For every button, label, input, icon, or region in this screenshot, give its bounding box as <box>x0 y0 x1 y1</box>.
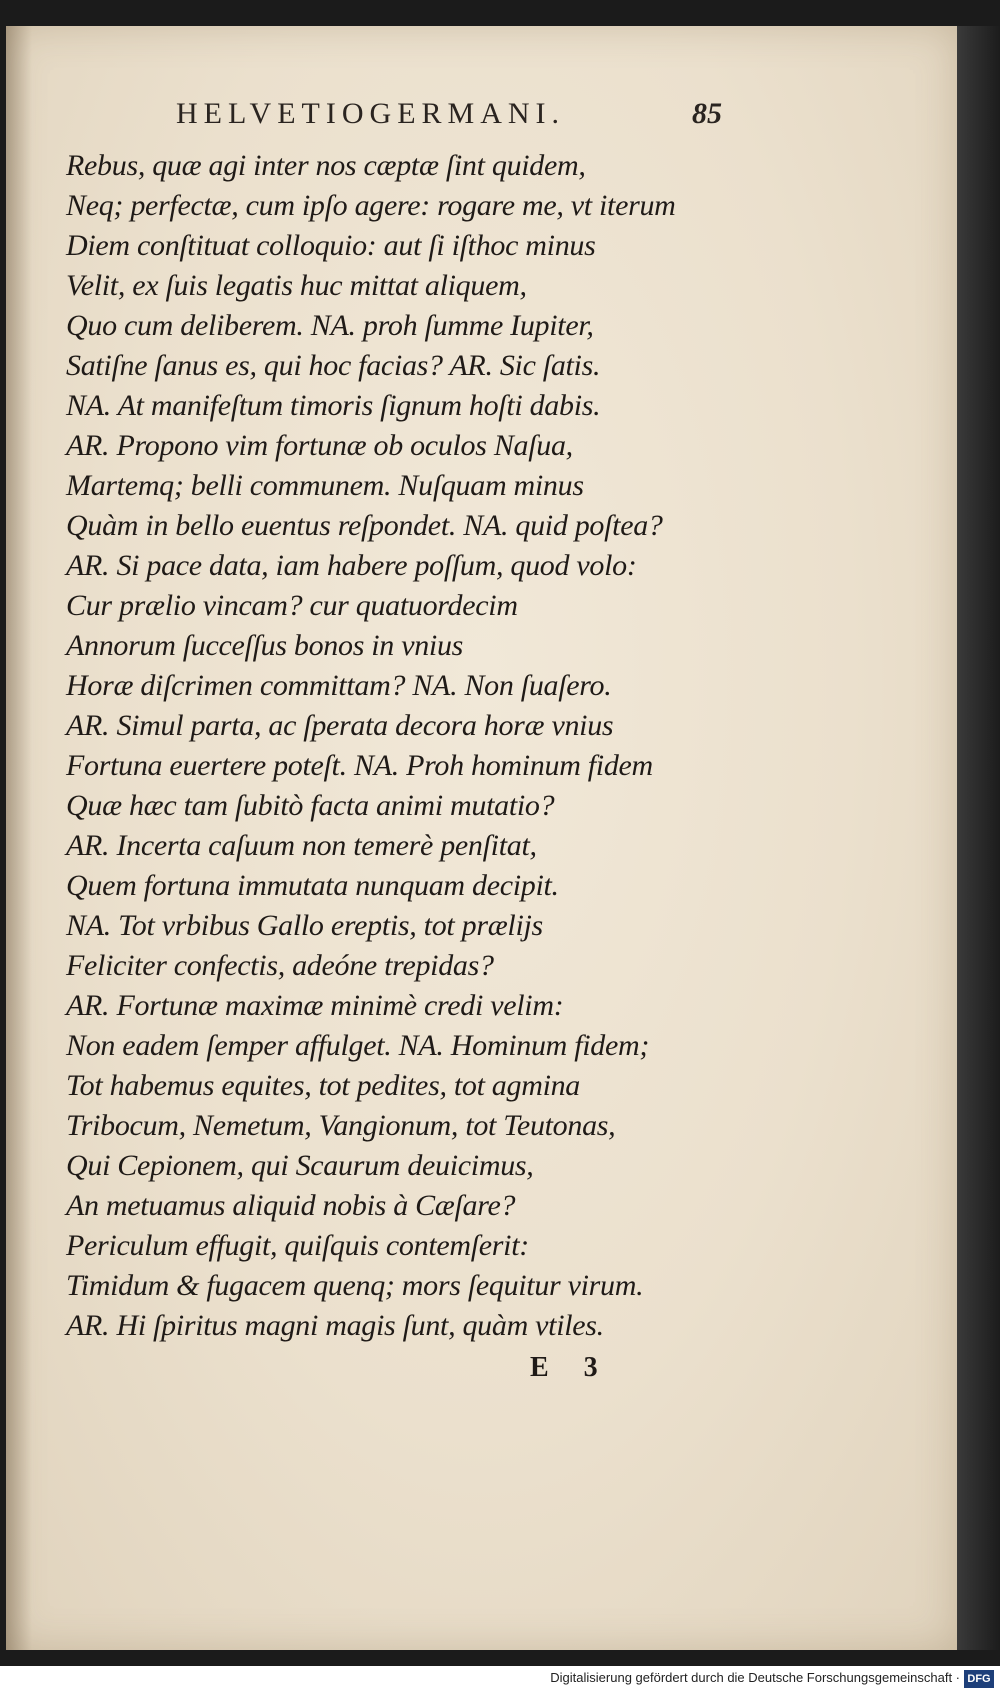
text-line: Quem fortuna immutata nunquam decipit. <box>66 869 559 902</box>
running-head: HELVETIOGERMANI. <box>176 97 566 130</box>
text-line: Diem conſtituat colloquio: aut ſi iſthoc minus <box>66 229 596 262</box>
text-line: Martemq; belli communem. Nuſquam minus <box>66 469 584 502</box>
text-line: Qui Cepionem, qui Scaurum deuicimus, <box>66 1149 534 1182</box>
text-line: Horæ diſcrimen committam? NA. Non ſuaſero. <box>66 669 612 702</box>
text-line: Non eadem ſemper affulget. NA. Hominum fidem; <box>66 1029 650 1062</box>
text-line: NA. Tot vrbibus Gallo ereptis, tot prælijs <box>66 909 543 942</box>
text-line: Feliciter confectis, adeóne trepidas? <box>66 949 494 982</box>
text-line: NA. At manifeſtum timoris ſignum hoſti dabis. <box>66 389 601 422</box>
text-line: Tribocum, Nemetum, Vangionum, tot Teutonas, <box>66 1109 616 1142</box>
text-line: An metuamus aliquid nobis à Cæſare? <box>66 1189 516 1222</box>
text-line: Quæ hæc tam ſubitò facta animi mutatio? <box>66 789 555 822</box>
text-line: Timidum & fugacem quenq; mors ſequitur virum. <box>66 1269 644 1302</box>
page-header <box>176 97 736 141</box>
text-line: Annorum ſucceſſus bonos in vnius <box>66 629 464 662</box>
dfg-logo: DFG <box>964 1670 994 1688</box>
text-block <box>66 146 746 1346</box>
spine-shadow <box>6 26 32 1650</box>
footer-bar <box>0 1666 1000 1693</box>
text-line: AR. Hi ſpiritus magni magis ſunt, quàm vtiles. <box>66 1309 604 1342</box>
text-line: AR. Si pace data, iam habere poſſum, quod volo: <box>66 549 637 582</box>
text-line: Neq; perfectæ, cum ipſo agere: rogare me, vt iterum <box>66 189 676 222</box>
text-line: AR. Simul parta, ac ſperata decora horæ vnius <box>66 709 614 742</box>
page-number: 85 <box>692 97 722 130</box>
text-line: Rebus, quæ agi inter nos cæptæ ſint quidem, <box>66 149 586 182</box>
text-line: Quo cum deliberem. NA. proh ſumme Iupiter, <box>66 309 594 342</box>
text-line: AR. Incerta caſuum non temerè penſitat, <box>66 829 537 862</box>
text-line: Periculum effugit, quiſquis contemſerit: <box>66 1229 529 1262</box>
text-line: Tot habemus equites, tot pedites, tot agmina <box>66 1069 581 1102</box>
text-line: AR. Fortunæ maximæ minimè credi velim: <box>66 989 564 1022</box>
signature-mark: E 3 <box>530 1352 612 1383</box>
text-line: Velit, ex ſuis legatis huc mittat aliquem, <box>66 269 527 302</box>
text-line: Quàm in bello euentus reſpondet. NA. quid poſtea? <box>66 509 663 542</box>
text-line: Cur prælio vincam? cur quatuordecim <box>66 589 518 622</box>
funding-credit: Digitalisierung gefördert durch die Deutsche Forschungsgemeinschaft · <box>550 1670 960 1685</box>
text-line: AR. Propono vim fortunæ ob oculos Naſua, <box>66 429 573 462</box>
book-edge <box>957 26 1000 1650</box>
text-line: Fortuna euertere poteſt. NA. Proh hominum fidem <box>66 749 653 782</box>
text-line: Satiſne ſanus es, qui hoc facias? AR. Sic ſatis. <box>66 349 601 382</box>
